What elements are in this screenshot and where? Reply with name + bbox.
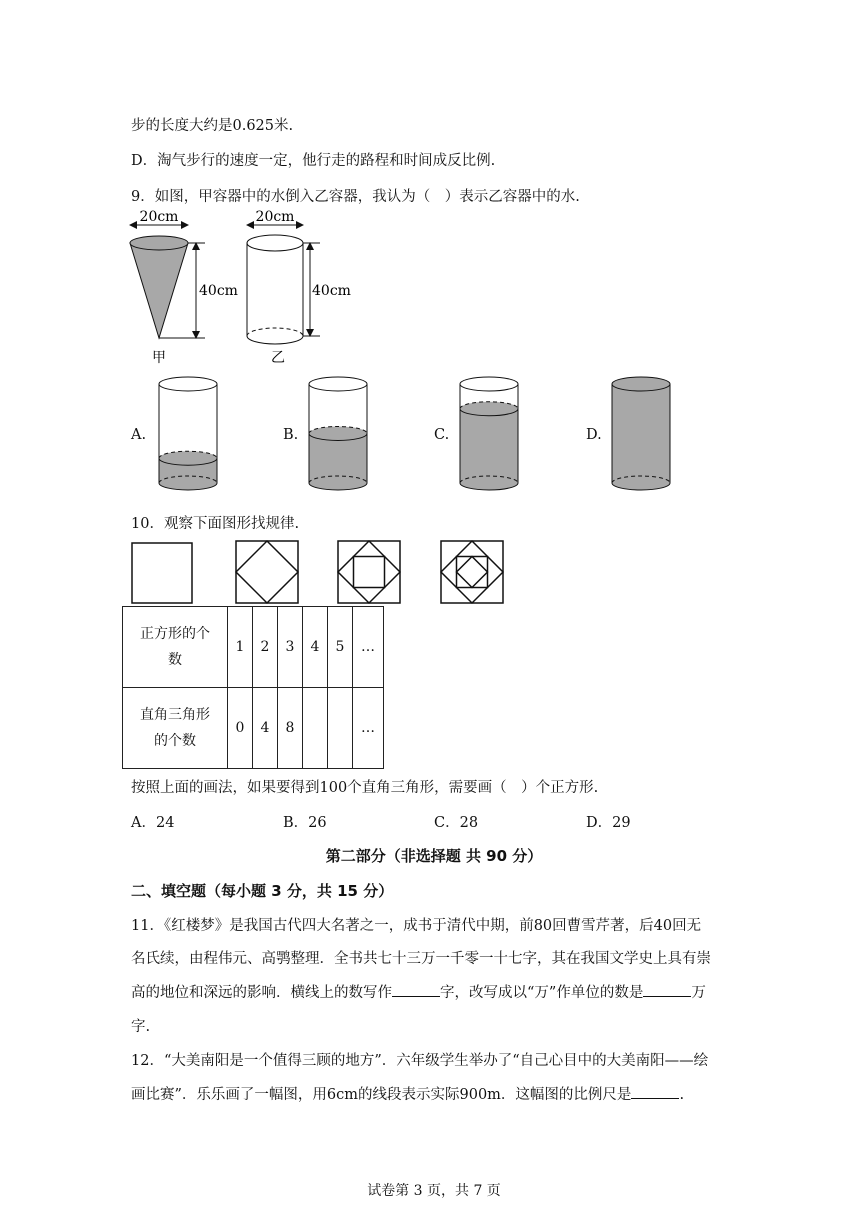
pattern-figure-3 — [337, 540, 401, 604]
question-11-line-2: 名氏续，由程伟元、高鹗整理．全书共七十三万一千零一十七字，其在我国文学史上具有崇 — [131, 951, 711, 967]
cylinder-top — [159, 377, 217, 391]
water-fill — [309, 434, 367, 490]
table-cell: 8 — [278, 688, 303, 769]
cylinder-label: 乙 — [271, 350, 285, 366]
option-d-cylinder — [610, 375, 672, 500]
cylinder-height-label: 40cm — [312, 283, 351, 299]
cylinder-top — [309, 377, 367, 391]
pattern-figure-2 — [235, 540, 299, 604]
option-b-label: B. — [283, 427, 299, 443]
table-cell: 0 — [228, 688, 253, 769]
line-step-length: 步的长度大约是0.625米. — [131, 118, 294, 134]
table-cell: … — [353, 688, 384, 769]
option-d-statement: D．淘气步行的速度一定，他行走的路程和时间成反比例. — [131, 153, 496, 169]
table-cell: 4 — [253, 688, 278, 769]
table-cell: 4 — [303, 607, 328, 688]
table-row — [123, 688, 384, 769]
cylinder-width-label: 20cm — [255, 209, 295, 225]
row-head-triangles: 直角三角形 的个数 — [123, 688, 228, 769]
cylinder-top — [612, 377, 670, 391]
answer-blank[interactable] — [631, 1084, 679, 1099]
pattern-figure-1 — [131, 542, 193, 604]
page-footer: 试卷第 3 页，共 7 页 — [367, 1183, 501, 1199]
question-9: 9．如图，甲容器中的水倒入乙容器，我认为（ ）表示乙容器中的水. — [131, 189, 580, 205]
option-a-cylinder — [157, 375, 219, 500]
choice-c: C．28 — [434, 815, 479, 831]
figure-9-containers — [120, 205, 380, 370]
table-row — [123, 607, 384, 688]
option-c-cylinder — [458, 375, 520, 500]
cone-height-label: 40cm — [199, 283, 238, 299]
cylinder-top — [460, 377, 518, 391]
choice-a: A．24 — [131, 815, 175, 831]
choice-d: D．29 — [586, 815, 631, 831]
answer-blank[interactable] — [643, 982, 691, 997]
question-12-line-2: 画比赛”．乐乐画了一幅图，用6cm的线段表示实际900m．这幅图的比例尺是 . — [131, 1083, 684, 1104]
question-11-line-4: 字. — [131, 1019, 151, 1035]
question-11-line-1: 11．《红楼梦》是我国古代四大名著之一，成书于清代中期，前80回曹雪芹著，后40回无 — [131, 918, 702, 934]
table-cell: 1 — [228, 607, 253, 688]
section-2-title: 第二部分（非选择题 共 90 分） — [325, 847, 543, 865]
option-a-label: A. — [131, 427, 147, 443]
table-cell — [303, 688, 328, 769]
answer-blank[interactable] — [392, 982, 440, 997]
table-cell — [328, 688, 353, 769]
question-12-line-1: 12．“大美南阳是一个值得三顾的地方”．六年级学生举办了“自己心目中的大美南阳——绘 — [131, 1053, 709, 1069]
table-cell: 2 — [253, 607, 278, 688]
table-cell: … — [353, 607, 384, 688]
choice-b: B．26 — [283, 815, 327, 831]
row-head-squares: 正方形的个 数 — [123, 607, 228, 688]
question-10-ask: 按照上面的画法，如果要得到100个直角三角形，需要画（ ）个正方形. — [131, 780, 599, 796]
pattern-table — [122, 606, 384, 769]
fill-in-title: 二、填空题（每小题 3 分，共 15 分） — [131, 882, 394, 900]
cone-width-label: 20cm — [139, 209, 179, 225]
question-10: 10．观察下面图形找规律. — [131, 516, 300, 532]
water-fill — [612, 384, 670, 490]
option-c-label: C. — [434, 427, 450, 443]
table-cell: 3 — [278, 607, 303, 688]
option-b-cylinder — [307, 375, 369, 500]
table-cell: 5 — [328, 607, 353, 688]
pattern-figure-4 — [440, 540, 504, 604]
question-11-line-3: 高的地位和深远的影响．横线上的数写作 字，改写成以“万”作单位的数是 万 — [131, 981, 706, 1002]
option-d-label: D. — [586, 427, 602, 443]
cone-label: 甲 — [152, 350, 166, 366]
